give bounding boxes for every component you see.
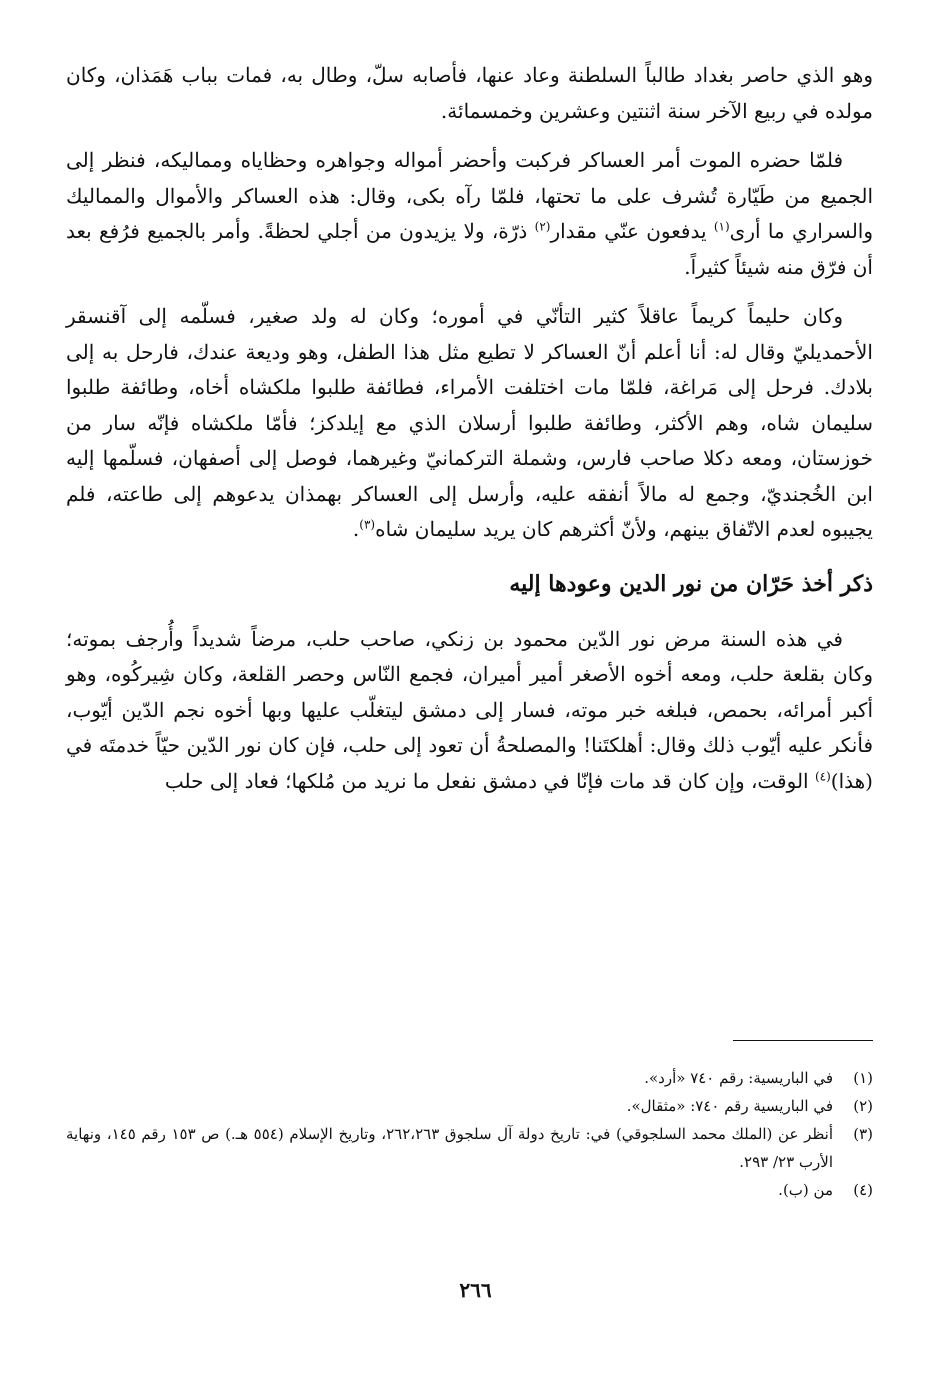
paragraph-4 (66, 622, 873, 800)
paragraph-4-text-a: في هذه السنة مرض نور الدّين محمود بن زنكي، صاحب حلب، مرضاً شديداً وأُرجف بموته؛ وكان بقلعة حلب، ومعه أخوه الأصغر أمير أميران، فجمع النّاس وحصر القلعة، وكان شِيركُوه، وهو أكبر أمرائه، بحمص، فبلغه خبر موته، فسار إلى دمشق ليتغلّب عليها وبها أخوه نجم الدّين أيّوب، فأنكر عليه أيّوب ذلك وقال: أهلكتَنا! والمصلحةُ أن تعود إلى حلب، فإن كان نور الدّين حيّاً خدمتَه في (هذا) (66, 626, 874, 793)
footnote-2 (66, 1092, 873, 1120)
paragraph-2-text-c: ذرّة، ولا يزيدون من أجلي لحظةً. وأمر بالجميع فرُفع بعد أن فرّق منه شيئاً كثيراً. (66, 219, 873, 279)
paragraph-4-text-b: الوقت، وإن كان قد مات فإنّا في دمشق نفعل ما نريد من مُلكها؛ فعاد إلى حلب (164, 768, 815, 793)
paragraph-1-text: وهو الذي حاصر بغداد طالباً السلطنة وعاد عنها، فأصابه سلّ، وطال به، فمات بباب هَمَذان، وكان مولده في ربيع الآخر سنة اثنتين وعشرين وخمسمائة. (66, 63, 873, 123)
footnote-2-text: في الباريسية رقم ٧٤٠: «مثقال». (626, 1097, 833, 1115)
footnote-ref-3: (٣) (359, 517, 376, 532)
paragraph-2-text-a: فلمّا حضره الموت أمر العساكر فركبت وأحضر أمواله وجواهره وحظاياه ومماليكه، فنظر إلى الجميع من طَيّارة تُشرف على ما تحتها، فلمّا رآه بكى، وقال: هذه العساكر والأموال والمماليك والسراري ما أرى (66, 148, 874, 243)
footnote-1 (66, 1064, 873, 1092)
footnotes (66, 1064, 873, 1204)
footnote-4 (66, 1176, 873, 1204)
section-heading: ذكر أخذ حَرّان من نور الدين وعودها إليه (509, 570, 873, 597)
page-number: ٢٦٦ (459, 1278, 492, 1302)
footnote-4-number: (٤) (853, 1181, 873, 1199)
main-text (66, 58, 873, 799)
footnote-ref-2: (٢) (534, 219, 551, 234)
footnote-3-text: أنظر عن (الملك محمد السلجوقي) في: تاريخ دولة آل سلجوق ٢٦٢،٢٦٣، وتاريخ الإسلام (٥٥٤ هـ.) ص ١٥٣ رقم ١٤٥، ونهاية الأرب ٢٣/ ٢٩٣. (66, 1125, 833, 1171)
footnote-2-number: (٢) (853, 1097, 873, 1115)
paragraph-1 (66, 58, 873, 129)
footnote-3-number: (٣) (853, 1125, 873, 1143)
paragraph-3-text-b: . (352, 517, 360, 541)
footnote-ref-4: (٤) (814, 768, 831, 783)
footnote-1-text: في الباريسية: رقم ٧٤٠ «أرد». (644, 1069, 833, 1087)
paragraph-3-text-a: وكان حليماً كريماً عاقلاً كثير التأنّي في أموره؛ وكان له ولد صغير، فسلّمه إلى آقنسقر الأحمديليّ وقال له: أنا أعلم أنّ العساكر لا تطيع مثل هذا الطفل، وهو وديعة عندك، فارحل به إلى بلادك. فرحل إلى مَراغة، فلمّا مات اختلفت الأمراء، فطائفة طلبوا ملكشاه أخاه، وطائفة طلبوا سليمان شاه، وهم الأكثر، وطائفة طلبوا أرسلان الذي مع إيلدكز؛ فأمّا ملكشاه فإنّه سار من خوزستان، ومعه دكلا صاحب فارس، وشملة التركمانيّ وغيرهما، فوصل إلى أصفهان، فسلّمها إليه ابن الخُجنديّ، وجمع له مالاً أنفقه عليه، وأرسل إلى العساكر بهمذان يدعوهم إلى طاعته، فلم يجيبوه لعدم الاتّفاق بينهم، ولأنّ أكثرهم كان يريد سليمان شاه (66, 304, 873, 541)
paragraph-2 (66, 143, 873, 285)
footnote-1-number: (١) (853, 1069, 873, 1087)
footnote-ref-1: (١) (713, 219, 730, 234)
paragraph-3 (66, 299, 873, 548)
footnote-separator (733, 1040, 873, 1041)
paragraph-2-text-b: يدفعون عنّي مقدار (550, 219, 714, 243)
footnote-4-text: من (ب). (778, 1181, 833, 1199)
footnote-3 (66, 1120, 873, 1176)
